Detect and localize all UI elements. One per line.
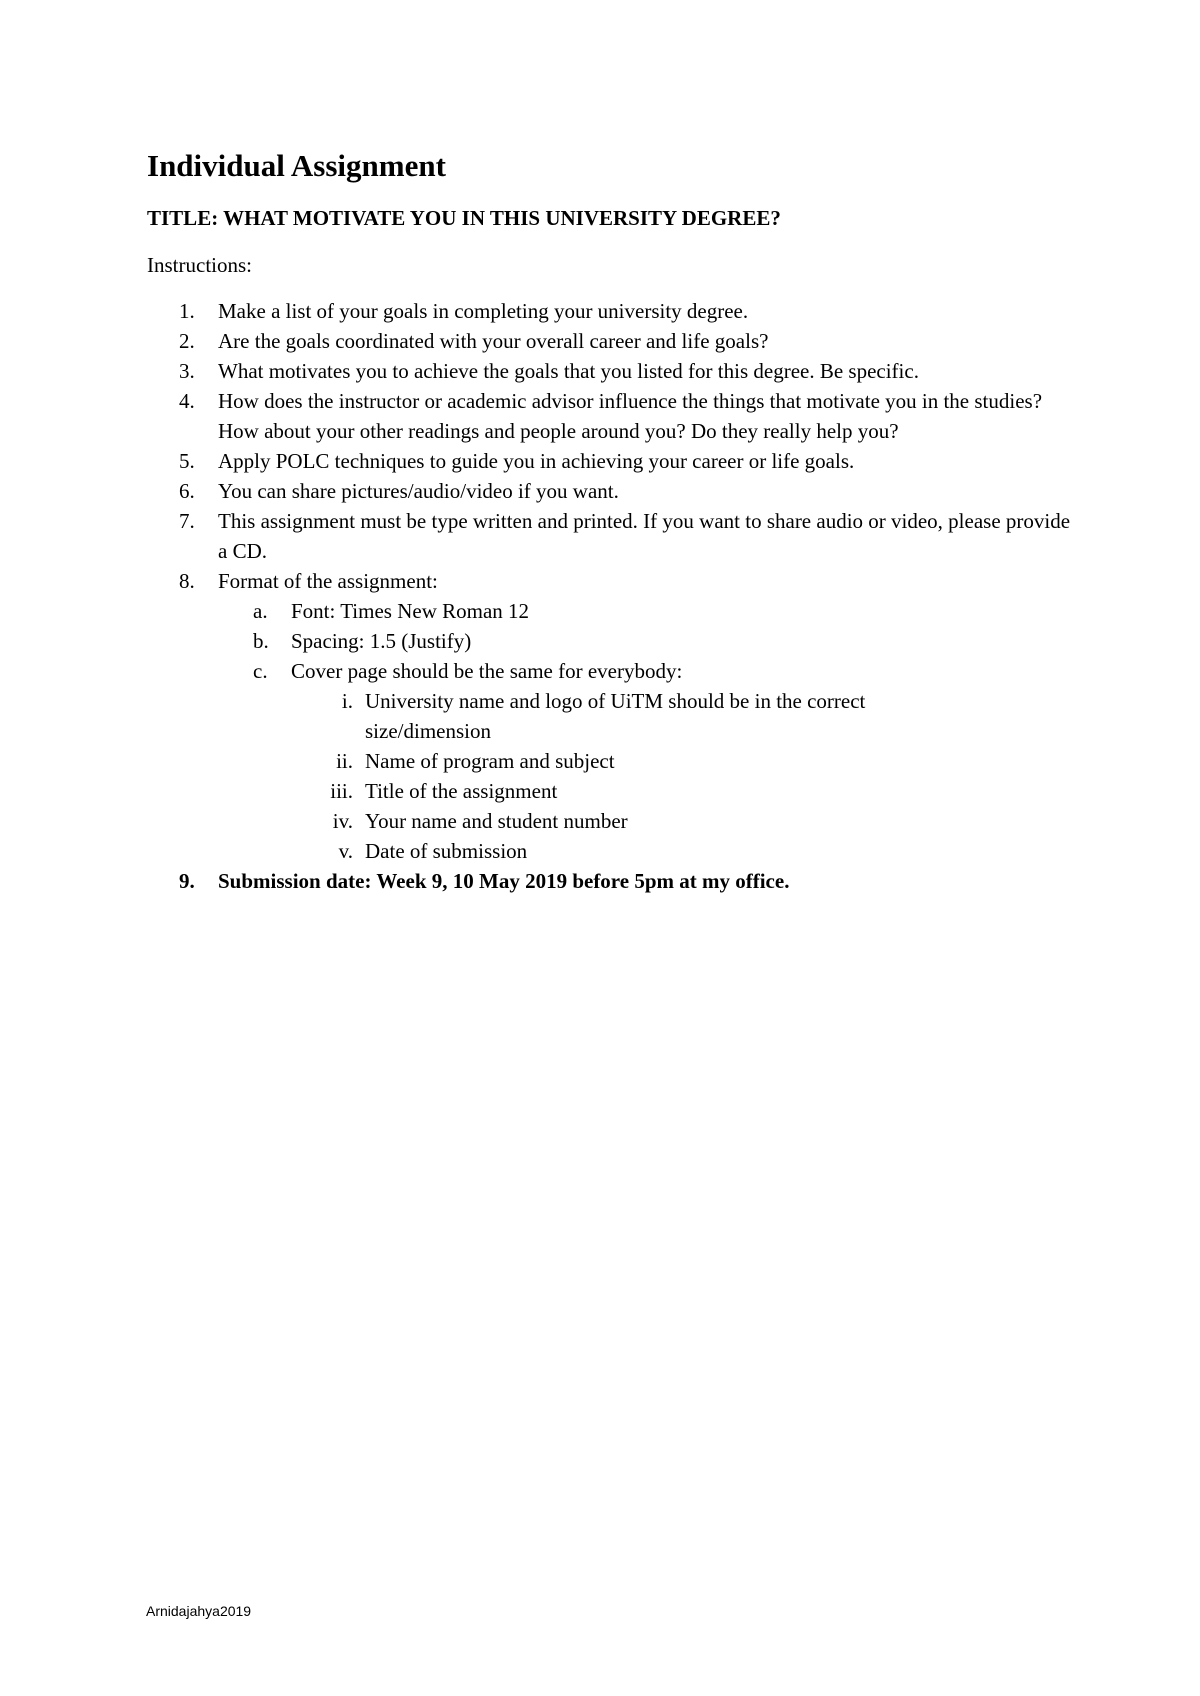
page-footer: Arnidajahya2019: [146, 1603, 252, 1619]
list-item-number: 6.: [179, 479, 195, 503]
list-item: [147, 476, 1077, 506]
sub-sub-item-text: Name of program and subject: [365, 749, 615, 773]
sub-item-text: Spacing: 1.5 (Justify): [291, 629, 472, 653]
instructions-list: [147, 296, 1077, 896]
cover-sub-item: [147, 686, 925, 746]
assignment-title: TITLE: WHAT MOTIVATE YOU IN THIS UNIVERSITY DEGREE?: [147, 206, 781, 230]
sub-sub-item-numeral: v.: [338, 839, 353, 863]
sub-sub-item-text: Your name and student number: [365, 809, 628, 833]
list-item-number: 9.: [179, 869, 195, 893]
format-sub-item: [147, 626, 1077, 656]
sub-sub-item-numeral: iv.: [332, 809, 353, 833]
sub-sub-item-text: Date of submission: [365, 839, 528, 863]
instructions-label: Instructions:: [147, 253, 252, 277]
list-item-text: You can share pictures/audio/video if you want.: [218, 479, 619, 503]
list-item-number: 8.: [179, 569, 195, 593]
list-item-number: 5.: [179, 449, 195, 473]
list-item: [147, 326, 1077, 356]
list-item-text: Are the goals coordinated with your overall career and life goals?: [218, 329, 769, 353]
document-heading: Individual Assignment: [147, 148, 446, 183]
submission-item: [147, 866, 1077, 896]
list-item-text: Make a list of your goals in completing your university degree.: [218, 299, 749, 323]
sub-item-text: Font: Times New Roman 12: [291, 599, 530, 623]
list-item-number: 3.: [179, 359, 195, 383]
list-item-text: Format of the assignment:: [218, 569, 438, 593]
cover-sub-item: [147, 776, 925, 806]
list-item-text: This assignment must be type written and printed. If you want to share audio or video, please provide a CD.: [218, 509, 1071, 563]
sub-sub-item-numeral: ii.: [336, 749, 353, 773]
sub-item-letter: c.: [253, 659, 268, 683]
list-item: [147, 506, 1077, 566]
format-sub-item: [147, 656, 1077, 686]
list-item-number: 4.: [179, 389, 195, 413]
list-item-number: 1.: [179, 299, 195, 323]
list-item-number: 2.: [179, 329, 195, 353]
sub-sub-item-text: Title of the assignment: [365, 779, 558, 803]
sub-sub-item-text: University name and logo of UiTM should be in the correct size/dimension: [365, 689, 866, 743]
cover-sub-item: [147, 836, 925, 866]
list-item: [147, 446, 1077, 476]
cover-sub-item: [147, 806, 925, 836]
sub-item-letter: b.: [253, 629, 269, 653]
format-sub-item: [147, 596, 1077, 626]
sub-sub-item-numeral: i.: [341, 689, 353, 713]
list-item-text: What motivates you to achieve the goals that you listed for this degree. Be specific.: [218, 359, 919, 383]
list-item: [147, 566, 1077, 596]
list-item-text: How does the instructor or academic advisor influence the things that motivate you in the studies? How about your other readings and people around you? Do they really help you?: [218, 389, 1043, 443]
list-item: [147, 296, 1077, 326]
submission-text: Submission date: Week 9, 10 May 2019 before 5pm at my office.: [218, 869, 790, 893]
list-item-text: Apply POLC techniques to guide you in achieving your career or life goals.: [218, 449, 855, 473]
cover-sub-item: [147, 746, 925, 776]
sub-item-text: Cover page should be the same for everybody:: [291, 659, 683, 683]
list-item: [147, 386, 1077, 446]
list-item-number: 7.: [179, 509, 195, 533]
sub-item-letter: a.: [253, 599, 268, 623]
sub-sub-item-numeral: iii.: [330, 779, 353, 803]
list-item: [147, 356, 1077, 386]
